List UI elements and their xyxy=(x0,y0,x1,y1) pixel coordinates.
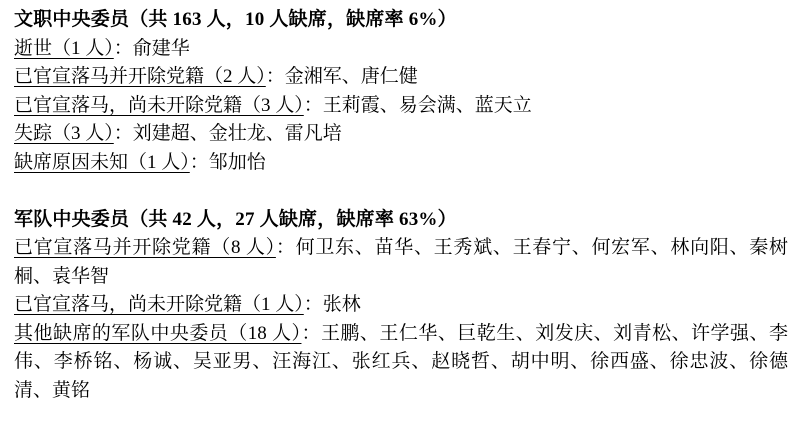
entry-names: 金湘军、唐仁健 xyxy=(284,66,418,87)
colon-separator: ： xyxy=(303,94,323,116)
entry-names: 张林 xyxy=(322,294,361,315)
entry-label: 已官宣落马并开除党籍（2 人） xyxy=(14,66,266,87)
colon-separator: ： xyxy=(301,322,321,344)
colon-separator: ： xyxy=(303,294,323,315)
entry-names: 刘建超、金壮龙、雷凡培 xyxy=(132,123,342,144)
entry-missing xyxy=(14,120,788,149)
entry-label: 已官宣落马并开除党籍（8 人） xyxy=(14,237,276,258)
section-title: 文职中央委员（共 163 人，10 人缺席，缺席率 6%） xyxy=(14,9,457,30)
colon-separator: ： xyxy=(189,151,209,173)
entry-unknown-reason xyxy=(14,149,788,178)
section-civilian-members xyxy=(14,6,788,177)
colon-separator: ： xyxy=(113,123,133,144)
entry-label: 已官宣落马，尚未开除党籍（3 人） xyxy=(14,94,304,116)
entry-fallen-not-expelled xyxy=(14,291,788,320)
entry-names: 俞建华 xyxy=(132,37,190,59)
entry-label: 已官宣落马，尚未开除党籍（1 人） xyxy=(14,294,304,315)
entry-names: 王鹏、王仁华、巨乾生、刘发庆、刘青松、许学强、李伟、李桥铭、杨诚、吴亚男、汪海江、张红兵、赵晓哲、胡中明、徐西盛、徐忠波、徐德清、黄铭 xyxy=(14,322,788,401)
entry-label: 缺席原因未知（1 人） xyxy=(14,151,190,173)
entry-label: 其他缺席的军队中央委员（18 人） xyxy=(14,322,302,344)
section-title: 军队中央委员（共 42 人，27 人缺席，缺席率 63%） xyxy=(14,208,457,230)
entry-names: 王莉霞、易会满、蓝天立 xyxy=(322,94,532,116)
entry-deceased xyxy=(14,35,788,64)
entry-names: 邹加怡 xyxy=(208,151,266,173)
entry-names: 何卫东、苗华、王秀斌、王春宁、何宏军、林向阳、秦树桐、袁华智 xyxy=(14,237,788,287)
entry-expelled xyxy=(14,234,788,291)
entry-label: 失踪（3 人） xyxy=(14,123,114,144)
colon-separator: ： xyxy=(265,66,285,87)
section-military-members xyxy=(14,206,788,406)
colon-separator: ： xyxy=(113,37,133,59)
entry-expelled xyxy=(14,63,788,92)
entry-other-absent xyxy=(14,320,788,406)
entry-fallen-not-expelled xyxy=(14,92,788,121)
entry-label: 逝世（1 人） xyxy=(14,37,114,59)
colon-separator: ： xyxy=(275,237,296,258)
